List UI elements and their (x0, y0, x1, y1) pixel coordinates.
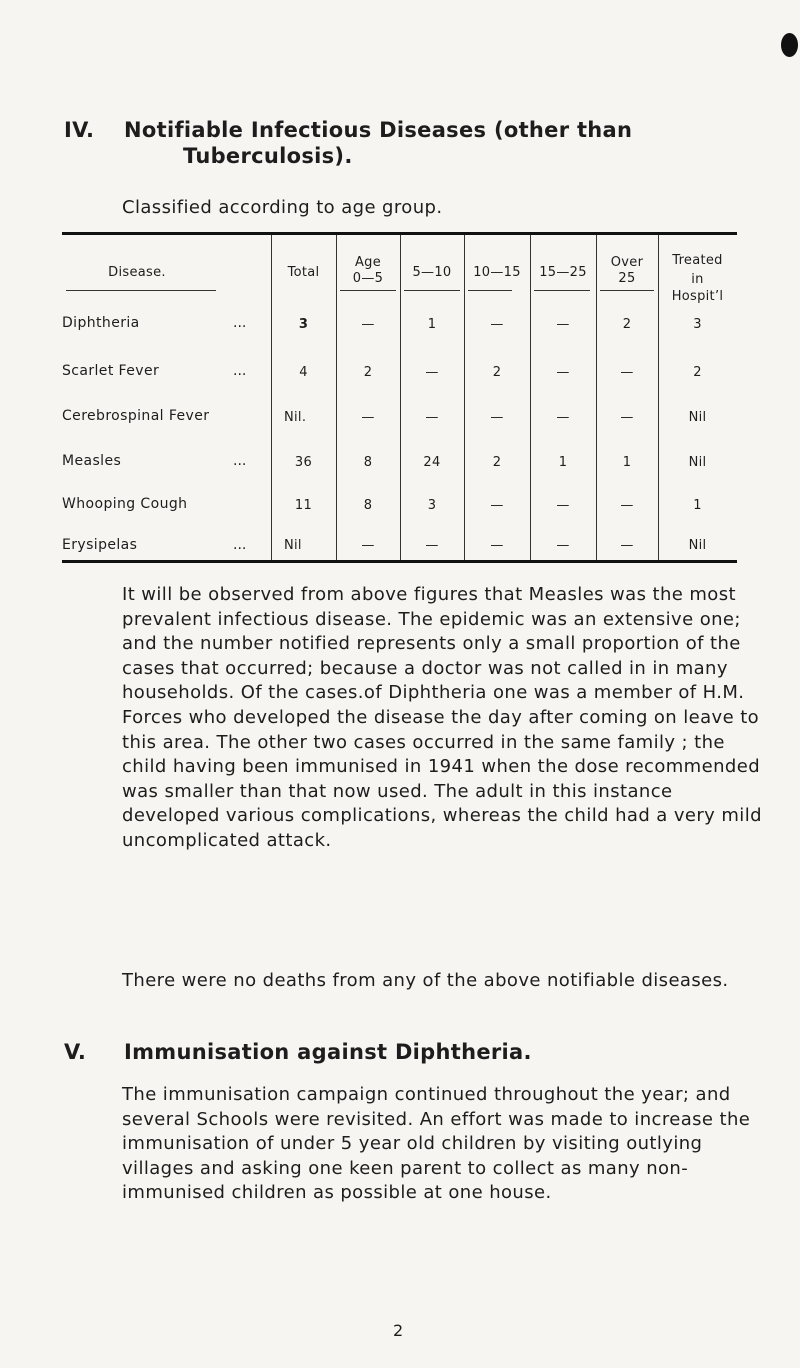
row-disease-name: Cerebrospinal Fever (62, 408, 210, 424)
header-over-25: 25 (618, 271, 636, 286)
header-treated-hospital: Hospit’l (671, 289, 724, 304)
cell-over-25: 1 (622, 455, 632, 470)
header-disease: Disease. (108, 265, 166, 280)
header-underline (404, 290, 460, 291)
cell-over-25: — (620, 410, 634, 425)
cell-age-10-15: — (490, 498, 504, 513)
cell-age-10-15: — (490, 410, 504, 425)
section-5-title: Immunisation against Diphtheria. (124, 1040, 532, 1064)
header-underline (600, 290, 654, 291)
cell-age-5-10: 3 (427, 498, 437, 513)
section-4-title-line2: Tuberculosis). (183, 144, 353, 168)
cell-age-0-5: 8 (363, 498, 373, 513)
header-total: Total (287, 265, 320, 280)
cell-total: 3 (298, 317, 309, 332)
age-group-table (62, 232, 737, 562)
row-leader-dots: ... (233, 363, 247, 379)
cell-age-0-5: — (361, 538, 375, 553)
header-age: Age (354, 255, 382, 270)
cell-treated: Nil (688, 538, 707, 553)
row-leader-dots: ... (233, 315, 247, 331)
row-disease-name: Scarlet Fever (62, 363, 160, 379)
cell-total: 36 (294, 455, 313, 470)
header-over: Over (610, 255, 644, 270)
cell-age-5-10: — (425, 410, 439, 425)
row-disease-name: Diphtheria (62, 315, 140, 331)
cell-age-5-10: 24 (423, 455, 441, 470)
cell-age-15-25: — (556, 410, 570, 425)
page-number: 2 (393, 1321, 404, 1340)
cell-age-10-15: — (490, 538, 504, 553)
cell-treated: Nil (688, 410, 707, 425)
cell-treated: 1 (693, 498, 702, 513)
row-disease-name: Whooping Cough (62, 496, 188, 512)
cell-treated: 2 (693, 365, 702, 380)
cell-age-15-25: — (556, 317, 570, 332)
cell-age-5-10: 1 (427, 317, 437, 332)
cell-treated: Nil (688, 455, 707, 470)
section-4-heading (64, 117, 632, 144)
measles-paragraph: It will be observed from above figures that Measles was the most prevalent infectious disease. The epidemic was an extensive one; and the number notified represents only a small proportion of the cases that occurred; because a doctor was not called in in many households. Of the cases.of Diphtheria one was a member of H.M. Forces who developed the disease the day after coming on leave to this area. The other two cases occurred in the same family ; the child having been immunised in 1941 when the dose recommended was smaller than that now used. The adult in this instance developed various complications, whereas the child had a very mild uncomplicated attack. (122, 584, 762, 851)
row-leader-dots: ... (233, 453, 247, 469)
cell-total: Nil (284, 538, 302, 553)
header-underline (340, 290, 396, 291)
cell-total: 11 (294, 498, 313, 513)
row-disease-name: Measles (62, 453, 122, 469)
table-bottom-rule (62, 560, 737, 563)
cell-age-0-5: 8 (363, 455, 373, 470)
cell-over-25: 2 (622, 317, 632, 332)
no-deaths-paragraph: There were no deaths from any of the above notifiable diseases. (122, 970, 729, 991)
cell-age-10-15: — (490, 317, 504, 332)
header-treated-in: in (691, 272, 704, 287)
cell-age-0-5: 2 (363, 365, 373, 380)
cell-age-0-5: — (361, 317, 375, 332)
row-leader-dots: ... (233, 537, 247, 553)
header-underline (66, 290, 216, 291)
cell-total: 4 (299, 365, 308, 380)
cell-age-5-10: — (425, 365, 439, 380)
cell-age-15-25: — (556, 498, 570, 513)
section-5-number: V. (64, 1040, 87, 1064)
table-subtitle: Classified according to age group. (122, 197, 443, 218)
header-underline (534, 290, 590, 291)
page-blot (781, 33, 798, 57)
cell-age-10-15: 2 (492, 365, 502, 380)
header-age-15-25: 15—25 (539, 265, 587, 280)
header-underline (468, 290, 512, 291)
cell-treated: 3 (693, 317, 702, 332)
header-treated: Treated (672, 253, 723, 268)
cell-age-15-25: — (556, 538, 570, 553)
section-4-title-line1: Notifiable Infectious Diseases (other than (124, 118, 633, 142)
immunisation-paragraph: The immunisation campaign continued throughout the year; and several Schools were revisited. An effort was made to increase the immunisation of under 5 year old children by visiting outlying villages and asking one keen parent to collect as many non-immunised children as possible at one house. (122, 1084, 751, 1204)
cell-over-25: — (620, 365, 634, 380)
section-5-heading (64, 1039, 532, 1066)
cell-over-25: — (620, 538, 634, 553)
row-disease-name: Erysipelas (62, 537, 138, 553)
cell-age-15-25: 1 (558, 455, 568, 470)
cell-age-10-15: 2 (492, 455, 502, 470)
section-4-number: IV. (64, 118, 95, 142)
cell-over-25: — (620, 498, 634, 513)
cell-total: Nil. (284, 410, 307, 425)
header-age-0-5: 0—5 (352, 271, 384, 286)
cell-age-0-5: — (361, 410, 375, 425)
cell-age-15-25: — (556, 365, 570, 380)
header-age-5-10: 5—10 (412, 265, 452, 280)
header-age-10-15: 10—15 (473, 265, 521, 280)
cell-age-5-10: — (425, 538, 439, 553)
